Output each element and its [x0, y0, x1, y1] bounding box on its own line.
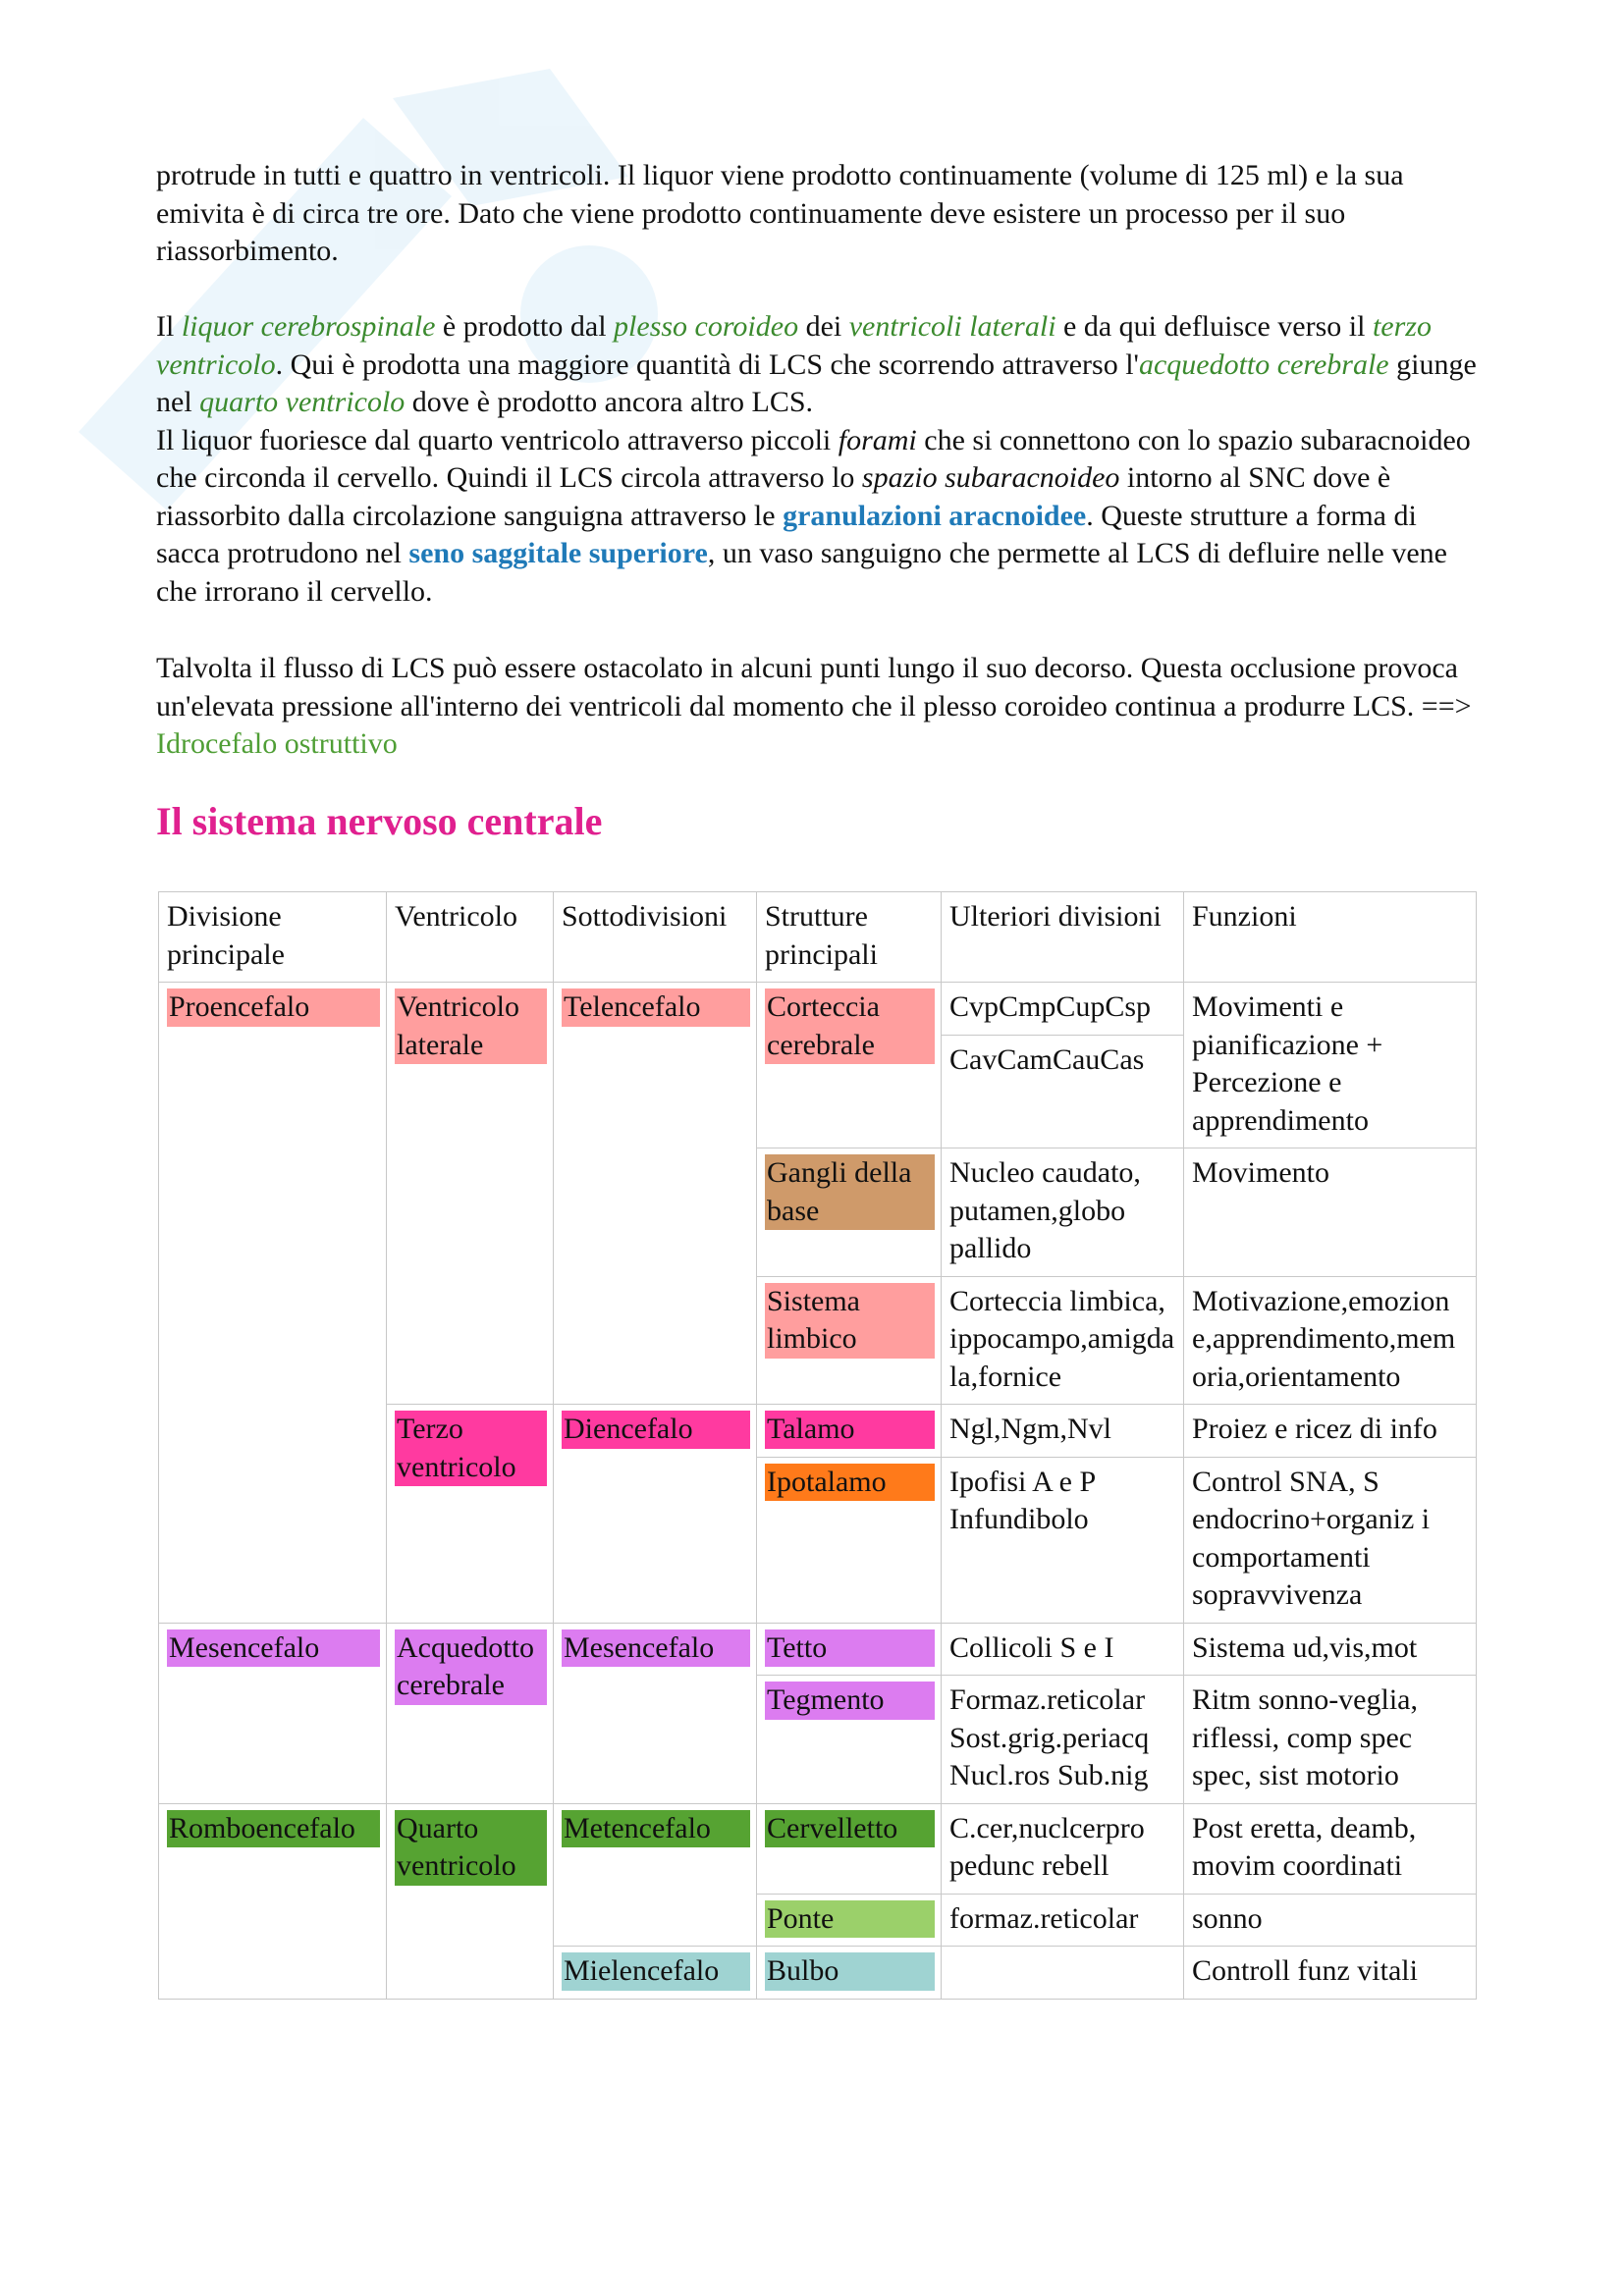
table-cell	[554, 1623, 757, 1803]
text: protrude in tutti e quattro in ventricoli. Il liquor viene prodotto continuamente (volume di 125 ml) e la sua emivita è di circa tre ore. Dato che viene prodotto continuamente deve esistere un processo per il suo riassorbimento.	[156, 159, 1404, 267]
table-cell: sonno	[1184, 1894, 1477, 1947]
cell-romboencefalo: Romboencefalo	[167, 1810, 380, 1848]
term-quarto-ventricolo: quarto ventricolo	[199, 386, 406, 418]
paragraph-liquor-intro	[156, 157, 1482, 271]
cell-mesencefalo-sub: Mesencefalo	[562, 1629, 750, 1668]
cell-cvp: CvpCmpCupCsp	[949, 990, 1152, 1023]
table-cell	[757, 983, 942, 1148]
term-seno-saggitale-superiore: seno saggitale superiore	[408, 537, 708, 569]
table-cell: Motivazione,emozione,apprendimento,memoria,orientamento	[1184, 1276, 1477, 1405]
table-cell	[159, 1803, 387, 1999]
cell-sistema-limbico: Sistema limbico	[765, 1283, 935, 1359]
table-cell	[159, 1623, 387, 1803]
table-cell	[757, 1803, 942, 1894]
table-cell: Ritm sonno-veglia, riflessi, comp spec spec, sist motorio	[1184, 1676, 1477, 1804]
cell-ponte: Ponte	[765, 1900, 935, 1939]
cell-acquedotto-cerebrale: Acquedotto cerebrale	[395, 1629, 547, 1705]
cell-diencefalo: Diencefalo	[562, 1411, 750, 1449]
table-row	[159, 1623, 1477, 1676]
text: e da qui defluisce verso il	[1055, 310, 1373, 343]
table-cell: Ngl,Ngm,Nvl	[942, 1405, 1184, 1458]
term-idrocefalo-ostruttivo: Idrocefalo ostruttivo	[156, 727, 398, 760]
table-cell	[757, 1405, 942, 1458]
cell-cav: CavCamCauCas	[942, 1035, 1183, 1080]
text: . Qui è prodotta una maggiore quantità di LCS che scorrendo attraverso l'	[275, 347, 1139, 381]
table-cell: Corteccia limbica, ippocampo,amigdala,fornice	[942, 1276, 1184, 1405]
text: , un vaso sanguigno che permette al LCS di defluire nelle vene che irrorano il cervello.	[156, 537, 1447, 608]
text: Il	[156, 310, 182, 343]
table-cell: Movimento	[1184, 1148, 1477, 1277]
table-cell	[554, 983, 757, 1405]
text: intorno al SNC dove è riassorbito dalla circolazione sanguigna attraverso le	[156, 461, 1391, 532]
cell-proencefalo: Proencefalo	[167, 988, 380, 1027]
table-cell: Post eretta, deamb, movim coordinati	[1184, 1803, 1477, 1894]
table-header-row	[159, 892, 1477, 983]
text: che si connettono con lo spazio subaracnoideo che circonda il cervello. Quindi il LCS circola attraverso lo	[156, 423, 1471, 494]
cell-talamo: Talamo	[765, 1411, 935, 1449]
table-cell	[757, 1894, 942, 1947]
table-cell: Control SNA, S endocrino+organiz i comportamenti sopravvivenza	[1184, 1457, 1477, 1623]
text: dei	[798, 310, 849, 343]
table-cell: Collicoli S e I	[942, 1623, 1184, 1676]
table-cell: Movimenti e pianificazione + Percezione e apprendimento	[1184, 983, 1477, 1148]
text: . Queste strutture a forma di sacca protrudono nel	[156, 499, 1417, 569]
cell-ventricolo-laterale: Ventricolo laterale	[395, 988, 547, 1064]
table-header: Sottodivisioni	[554, 892, 757, 983]
text: è prodotto dal	[435, 310, 615, 343]
cell-gangli-della-base: Gangli della base	[765, 1154, 935, 1230]
table-cell: formaz.reticolar	[942, 1894, 1184, 1947]
table-row	[159, 1803, 1477, 1894]
table-cell: Nucleo caudato, putamen,globo pallido	[942, 1148, 1184, 1277]
table-cell: Sistema ud,vis,mot	[1184, 1623, 1477, 1676]
table-header: Strutture principali	[757, 892, 942, 983]
cell-corteccia-cerebrale: Corteccia cerebrale	[765, 988, 935, 1064]
cell-mielencefalo: Mielencefalo	[562, 1952, 750, 1991]
term-forami: forami	[838, 423, 917, 456]
table-row	[159, 983, 1477, 1148]
table-cell	[757, 1623, 942, 1676]
text: dove è prodotto ancora altro LCS.	[405, 386, 814, 418]
text: Talvolta il flusso di LCS può essere ostacolato in alcuni punti lungo il suo decorso. Questa occlusione provoca un'elevata pressione all'interno dei ventricoli dal momento che il plesso coroideo continua a produrre LCS. ==>	[156, 652, 1472, 722]
text: Il liquor fuoriesce dal quarto ventricolo attraverso piccoli	[156, 423, 839, 456]
table-cell	[554, 1803, 757, 1947]
table-cell: Proiez e ricez di info	[1184, 1405, 1477, 1458]
table-cell	[387, 1623, 554, 1803]
term-spazio-subaracnoideo: spazio subaracnoideo	[861, 461, 1120, 494]
cell-tegmento: Tegmento	[765, 1682, 935, 1720]
cell-bulbo: Bulbo	[765, 1952, 935, 1991]
term-terzo-ventricolo: terzo ventricolo	[156, 310, 1432, 381]
table-cell	[757, 1276, 942, 1405]
table-cell	[554, 1405, 757, 1624]
table-cell	[942, 983, 1184, 1148]
cell-ipotalamo: Ipotalamo	[765, 1464, 935, 1502]
term-plesso-coroideo: plesso coroideo	[614, 310, 799, 343]
table-cell: Formaz.reticolar Sost.grig.periacq Nucl.ros Sub.nig	[942, 1676, 1184, 1804]
cns-table	[158, 891, 1477, 2000]
table-cell	[757, 1148, 942, 1277]
term-liquor-cerebrospinale: liquor cerebrospinale	[181, 310, 436, 343]
cell-telencefalo: Telencefalo	[562, 988, 750, 1027]
table-header: Divisione principale	[159, 892, 387, 983]
table-header: Ventricolo	[387, 892, 554, 983]
table-cell: Controll funz vitali	[1184, 1947, 1477, 2000]
term-ventricoli-laterali: ventricoli laterali	[848, 310, 1056, 343]
table-cell	[554, 1947, 757, 2000]
text: giunge nel	[156, 347, 1477, 418]
table-cell: Ipofisi A e P Infundibolo	[942, 1457, 1184, 1623]
paragraph-liquor-flow	[156, 308, 1482, 611]
table-cell	[757, 1676, 942, 1804]
table-header: Ulteriori divisioni	[942, 892, 1184, 983]
table-cell	[942, 1947, 1184, 2000]
section-title: Il sistema nervoso centrale	[156, 799, 603, 843]
table-cell	[757, 1947, 942, 2000]
cell-cervelletto: Cervelletto	[765, 1810, 935, 1848]
cell-terzo-ventricolo: Terzo ventricolo	[395, 1411, 547, 1486]
table-cell	[387, 1405, 554, 1624]
cell-mesencefalo: Mesencefalo	[167, 1629, 380, 1668]
paragraph-idrocefalo	[156, 650, 1482, 764]
cell-quarto-ventricolo: Quarto ventricolo	[395, 1810, 547, 1886]
table-cell	[159, 983, 387, 1624]
table-cell	[387, 1803, 554, 1999]
table-cell	[757, 1457, 942, 1623]
table-cell	[387, 983, 554, 1405]
table-cell: C.cer,nuclcerpro pedunc rebell	[942, 1803, 1184, 1894]
term-granulazioni-aracnoidee: granulazioni aracnoidee	[783, 499, 1087, 532]
table-header: Funzioni	[1184, 892, 1477, 983]
cell-tetto: Tetto	[765, 1629, 935, 1668]
term-acquedotto-cerebrale: acquedotto cerebrale	[1138, 347, 1389, 381]
cell-metencefalo: Metencefalo	[562, 1810, 750, 1848]
